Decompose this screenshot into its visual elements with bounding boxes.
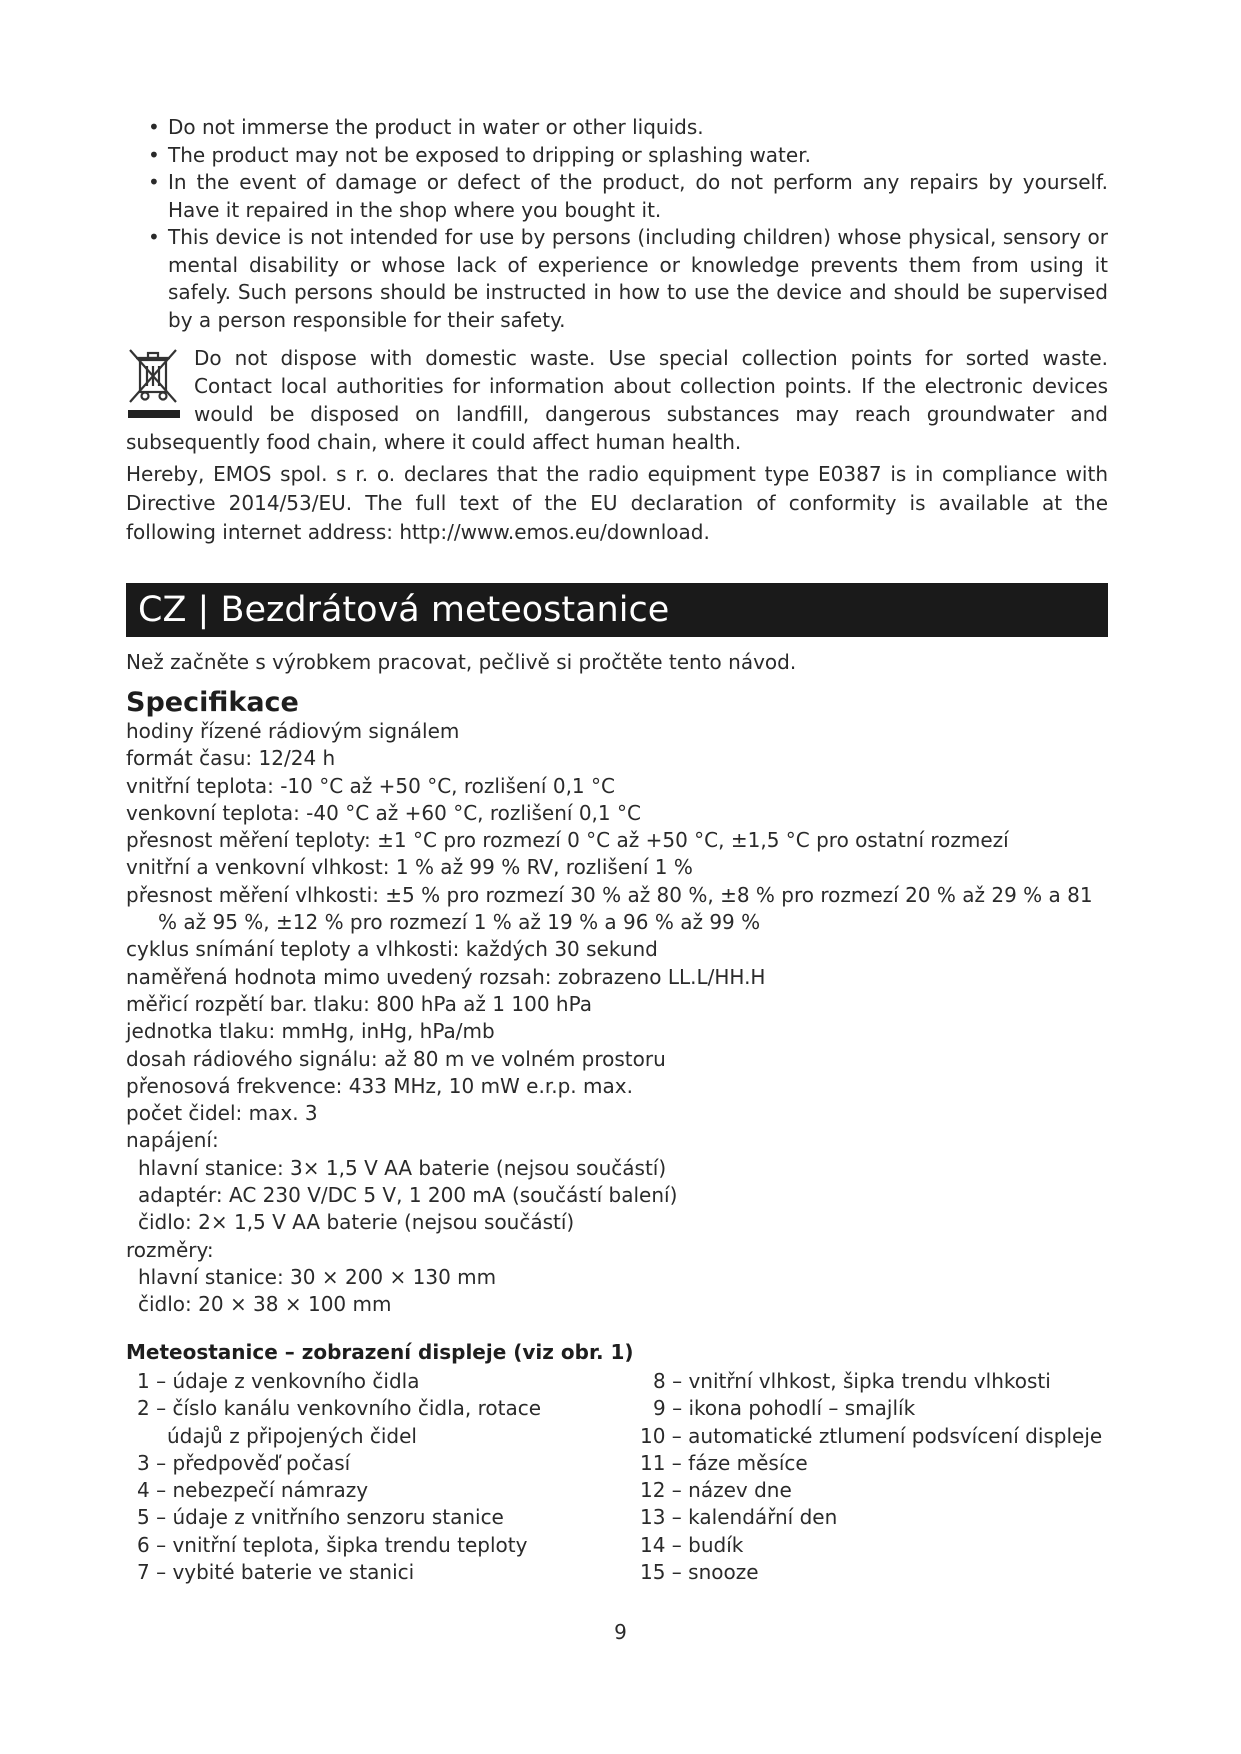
spec-item: formát času: 12/24 h <box>126 746 336 771</box>
legend-item: 8 – vnitřní vlhkost, šipka trendu vlhkosti <box>653 1369 1051 1393</box>
display-legend-heading: Meteostanice – zobrazení displeje (viz obr. 1) <box>126 1340 634 1364</box>
legend-item: 4 – nebezpečí námrazy <box>137 1478 369 1503</box>
legend-item: 9 – ikona pohodlí – smajlík <box>653 1396 916 1421</box>
legend-item: 15 – snooze <box>640 1560 759 1585</box>
display-legend-left <box>137 1368 607 1586</box>
spec-item: vnitřní a venkovní vlhkost: 1 % až 99 % RV, rozlišení 1 % <box>126 855 693 880</box>
spec-heading: Specifikace <box>126 687 299 718</box>
spec-item: přesnost měření teploty: ±1 °C pro rozmezí 0 °C až +50 °C, ±1,5 °C pro ostatní rozmezí <box>126 828 1009 853</box>
legend-item: 7 – vybité baterie ve stanici <box>137 1560 415 1585</box>
spec-item: venkovní teplota: -40 °C až +60 °C, rozlišení 0,1 °C <box>126 800 641 825</box>
legend-item: 3 – předpověď počasí <box>137 1450 351 1475</box>
spec-item: měřicí rozpětí bar. tlaku: 800 hPa až 1 100 hPa <box>126 991 592 1016</box>
spec-item: rozměry: <box>126 1237 214 1262</box>
spec-subitem: adaptér: AC 230 V/DC 5 V, 1 200 mA (součástí balení) <box>138 1183 678 1208</box>
spec-item: přesnost měření vlhkosti: ±5 % pro rozmezí 30 % až 80 %, ±8 % pro rozmezí 20 % až 29 % a 81 % až 95 %, ±12 % pro rozmezí 1 % až 19 % a 96 % až 99 % <box>126 882 1093 935</box>
spec-item: jednotka tlaku: mmHg, inHg, hPa/mb <box>126 1019 495 1044</box>
spec-item: hodiny řízené rádiovým signálem <box>126 719 460 743</box>
section-intro: Než začněte s výrobkem pracovat, pečlivě si pročtěte tento návod. <box>126 650 797 674</box>
spec-item: počet čidel: max. 3 <box>126 1101 318 1126</box>
spec-item: cyklus snímání teploty a vlhkosti: každých 30 sekund <box>126 937 658 962</box>
weee-text: Do not dispose with domestic waste. Use special collection points for sorted waste. Contact local authorities for information about collection points. If the electronic devices would be disposed on landfill, dangerous substances may reach groundwater and subsequently food chain, where it could affect human health. <box>126 346 1108 454</box>
spec-subitem: hlavní stanice: 3× 1,5 V AA baterie (nejsou součástí) <box>138 1155 667 1180</box>
legend-item: 1 – údaje z venkovního čidla <box>137 1369 420 1393</box>
page-number: 9 <box>614 1620 627 1644</box>
spec-item: napájení: <box>126 1128 219 1153</box>
safety-bullet: • This device is not intended for use by persons (including children) whose physical, sensory or mental disability or whose lack of experience or knowledge prevents them from using it safely. Such persons should be instructed in how to use the device and should be supervised by a person responsible for their safety. <box>148 224 1108 334</box>
weee-notice <box>126 344 1108 456</box>
spec-subitem: hlavní stanice: 30 × 200 × 130 mm <box>138 1264 497 1289</box>
spec-item: naměřená hodnota mimo uvedený rozsah: zobrazeno LL.L/HH.H <box>126 964 766 989</box>
section-heading: CZ | Bezdrátová meteostanice <box>126 583 1108 637</box>
spec-item: dosah rádiového signálu: až 80 m ve volném prostoru <box>126 1046 666 1071</box>
declaration-of-conformity: Hereby, EMOS spol. s r. o. declares that the radio equipment type E0387 is in compliance with Directive 2014/53/EU. The full text of the EU declaration of conformity is available at the following internet address: http://www.emos.eu/download. <box>126 462 1108 544</box>
legend-item: 13 – kalendářní den <box>640 1505 838 1530</box>
legend-item: 6 – vnitřní teplota, šipka trendu teploty <box>137 1532 528 1557</box>
legend-item: 10 – automatické ztlumení podsvícení displeje <box>640 1423 1103 1448</box>
legend-item: 5 – údaje z vnitřního senzoru stanice <box>137 1505 504 1530</box>
spec-subitem: čidlo: 2× 1,5 V AA baterie (nejsou součástí) <box>138 1210 575 1235</box>
legend-item: 11 – fáze měsíce <box>640 1450 808 1475</box>
spec-list <box>126 718 1116 1319</box>
legend-item: 12 – název dne <box>640 1478 792 1503</box>
safety-bullet: • In the event of damage or defect of the product, do not perform any repairs by yourself. Have it repaired in the shop where you bought it. <box>148 169 1108 224</box>
safety-bullet-list <box>148 114 1108 334</box>
safety-bullet: • Do not immerse the product in water or other liquids. <box>148 114 1108 142</box>
legend-item: 14 – budík <box>640 1532 744 1557</box>
spec-item: přenosová frekvence: 433 MHz, 10 mW e.r.p. max. <box>126 1073 633 1098</box>
spec-item: vnitřní teplota: -10 °C až +50 °C, rozlišení 0,1 °C <box>126 773 615 798</box>
safety-bullet: • The product may not be exposed to dripping or splashing water. <box>148 142 1108 170</box>
crossed-out-wheelie-bin-icon <box>126 346 184 424</box>
legend-item-line: 2 – číslo kanálu venkovního čidla, rotace <box>137 1396 542 1421</box>
legend-item-continuation: údajů z připojených čidel <box>167 1423 417 1448</box>
spec-subitem: čidlo: 20 × 38 × 100 mm <box>138 1292 392 1317</box>
legend-item <box>137 1395 607 1450</box>
display-legend-right <box>640 1368 1120 1586</box>
